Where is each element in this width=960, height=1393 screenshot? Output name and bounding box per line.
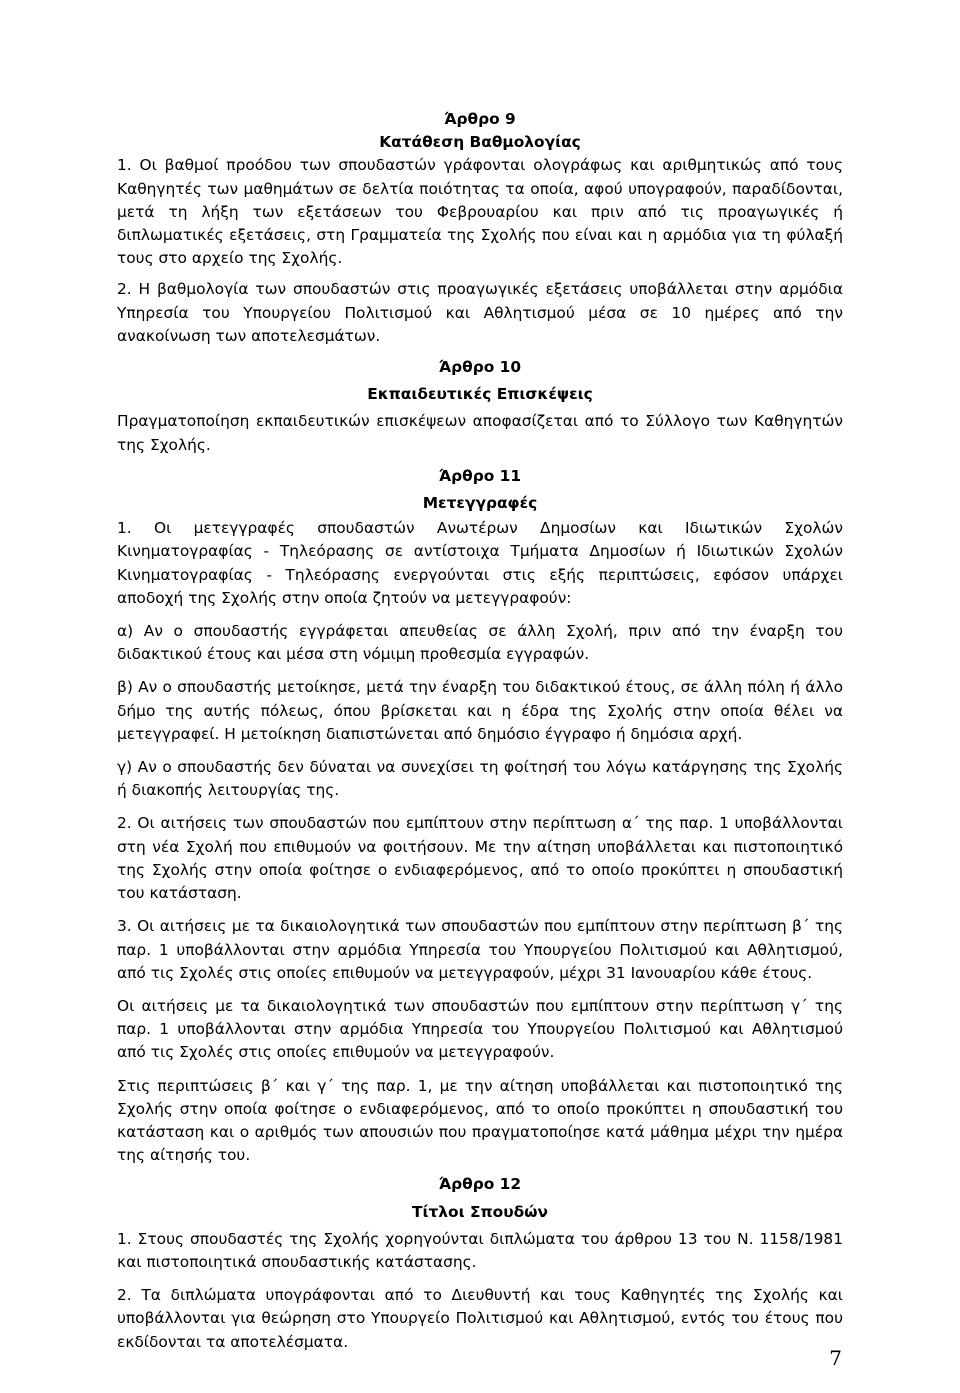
- article-heading: Άρθρο 9: [444, 110, 516, 128]
- article-12: [117, 1173, 843, 1353]
- article-10: [117, 356, 843, 457]
- article-9: [117, 108, 843, 348]
- article-title: Τίτλοι Σπουδών: [411, 1202, 549, 1221]
- article-title: Κατάθεση Βαθμολογίας: [379, 133, 581, 152]
- paragraph: 2. Τα διπλώματα υπογράφονται από το Διευθυντή και τους Καθηγητές της Σχολής και υποβάλλονται για θεώρηση στο Υπουργείο Πολιτισμού και Αθλητισμού, εντός του έτους που εκδίδονται τα αποτελέσματα.: [117, 1286, 843, 1351]
- paragraph: Στις περιπτώσεις β΄ και γ΄ της παρ. 1, με την αίτηση υποβάλλεται και πιστοποιητικό της Σχολής στην οποία φοίτησε ο ενδιαφερόμενος, από το οποίο προκύπτει η σπουδαστική του κατάσταση και ο αριθμός των απουσιών που πραγματοποίησε κατά μάθημα μέχρι την ημέρα της αίτησής του.: [117, 1076, 843, 1165]
- paragraph: 1. Οι μετεγγραφές σπουδαστών Ανωτέρων Δημοσίων και Ιδιωτικών Σχολών Κινηματογραφίας - Τηλεόρασης σε αντίστοιχα Τμήματα Δημοσίων ή Ιδιωτικών Σχολών Κινηματογραφίας - Τηλεόρασης ενεργούνται στις εξής περιπτώσεις, εφόσον υπάρχει αποδοχή της Σχολής στην οποία ζητούν να μετεγγραφούν:: [117, 519, 843, 607]
- paragraph: 2. Οι αιτήσεις των σπουδαστών που εμπίπτουν στην περίπτωση α΄ της παρ. 1 υποβάλλονται στη νέα Σχολή που επιθυμούν να φοιτήσουν. Με την αίτηση υποβάλλεται και πιστοποιητικό της Σχολής στην οποία φοίτησε ο ενδιαφερόμενος, από το οποίο προκύπτει η σπουδαστική του κατάσταση.: [117, 814, 843, 903]
- paragraph: 1. Οι βαθμοί προόδου των σπουδαστών γράφονται ολογράφως και αριθμητικώς από τους Καθηγητές των μαθημάτων σε δελτία ποιότητας τα οποία, αφού υπογραφούν, παραδίδονται, μετά τη λήξη των εξετάσεων του Φεβρουαρίου και πριν από τις προαγωγικές ή διπλωματικές εξετάσεις, στη Γραμματεία της Σχολής που είναι και η αρμόδια για τη φύλαξή τους στο αρχείο της Σχολής.: [117, 156, 843, 268]
- paragraph: β) Αν ο σπουδαστής μετοίκησε, μετά την έναρξη του διδακτικού έτους, σε άλλη πόλη ή άλλο δήμο της αυτής πόλεως, όπου βρίσκεται και η έδρα της Σχολής στην οποία θέλει να μετεγγραφεί. Η μετοίκηση διαπιστώνεται από δημόσιο έγγραφο ή δημόσια αρχή.: [117, 678, 843, 743]
- paragraph: 2. Η βαθμολογία των σπουδαστών στις προαγωγικές εξετάσεις υποβάλλεται στην αρμόδια Υπηρεσία του Υπουργείου Πολιτισμού και Αθλητισμού μέσα σε 10 ημέρες από την ανακοίνωση των αποτελεσμάτων.: [117, 280, 843, 345]
- article-11: [117, 465, 843, 1167]
- paragraph: 1. Στους σπουδαστές της Σχολής χορηγούνται διπλώματα του άρθρου 13 του Ν. 1158/1981 και πιστοποιητικά σπουδαστικής κατάστασης.: [117, 1229, 843, 1271]
- article-title: Εκπαιδευτικές Επισκέψεις: [367, 385, 593, 404]
- document-page: [117, 108, 843, 1354]
- article-heading: Άρθρο 12: [438, 1175, 522, 1194]
- article-title: Μετεγγραφές: [422, 494, 538, 513]
- article-heading: Άρθρο 11: [438, 466, 522, 485]
- paragraph: Οι αιτήσεις με τα δικαιολογητικά των σπουδαστών που εμπίπτουν στην περίπτωση γ΄ της παρ. 1 υποβάλλονται στην αρμόδια Υπηρεσία του Υπουργείου Πολιτισμού και Αθλητισμού από τις Σχολές στις οποίες επιθυμούν να μετεγγραφούν.: [117, 996, 843, 1062]
- paragraph: γ) Αν ο σπουδαστής δεν δύναται να συνεχίσει τη φοίτησή του λόγω κατάργησης της Σχολής ή διακοπής λειτουργίας της.: [117, 758, 843, 800]
- paragraph: 3. Οι αιτήσεις με τα δικαιολογητικά των σπουδαστών που εμπίπτουν στην περίπτωση β΄ της παρ. 1 υποβάλλονται στην αρμόδια Υπηρεσία του Υπουργείου Πολιτισμού και Αθλητισμού, από τις Σχολές στις οποίες επιθυμούν να μετεγγραφούν, μέχρι 31 Ιανουαρίου κάθε έτους.: [117, 917, 843, 982]
- paragraph: Πραγματοποίηση εκπαιδευτικών επισκέψεων αποφασίζεται από το Σύλλογο των Καθηγητών της Σχολής.: [117, 412, 843, 454]
- page-number: 7: [829, 1346, 842, 1370]
- article-heading: Άρθρο 10: [438, 358, 522, 377]
- paragraph: α) Αν ο σπουδαστής εγγράφεται απευθείας σε άλλη Σχολή, πριν από την έναρξη του διδακτικού έτους και μέσα στη νόμιμη προθεσμία εγγραφών.: [117, 622, 843, 664]
